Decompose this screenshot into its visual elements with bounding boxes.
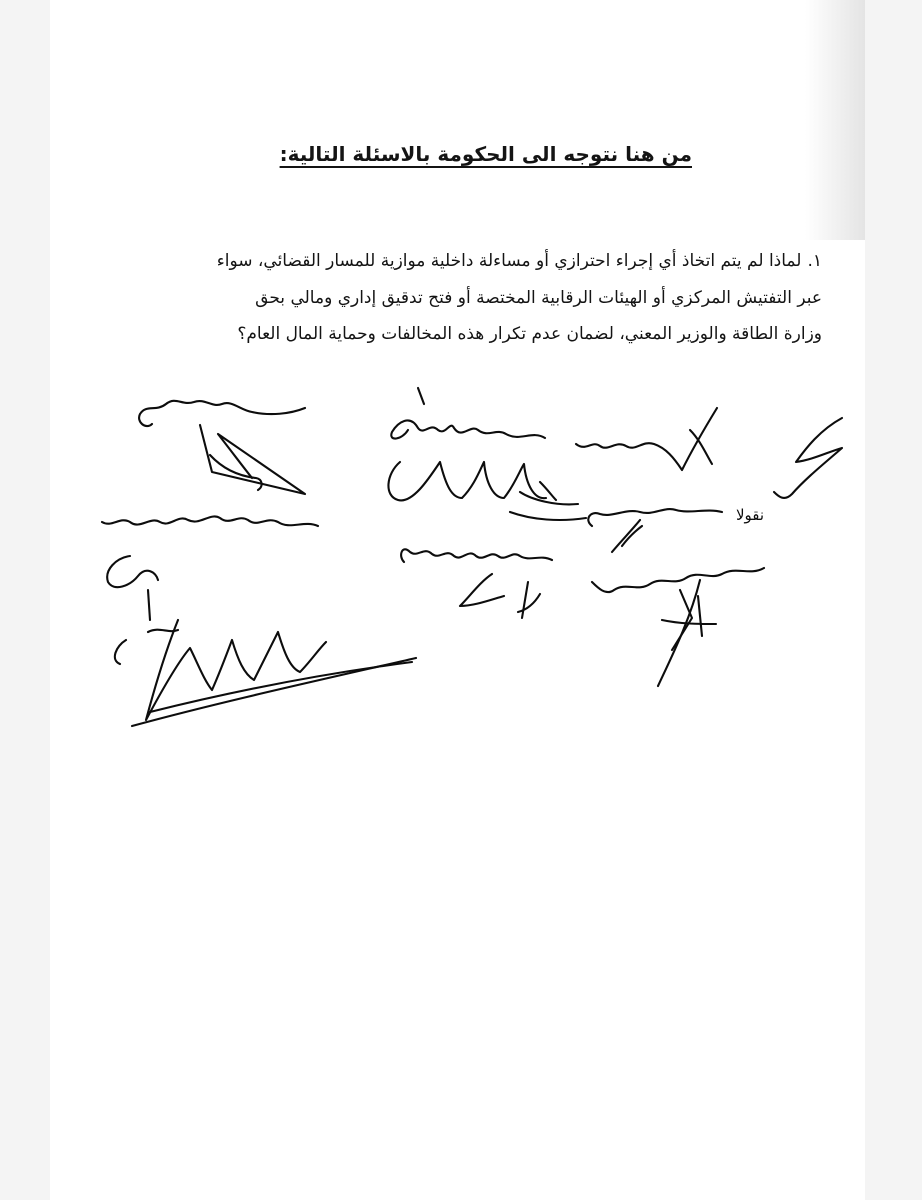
signature-sig-2 bbox=[388, 388, 586, 520]
question-number: ١. bbox=[807, 251, 822, 271]
signature-mark-right bbox=[774, 418, 842, 498]
signature-sig-8 bbox=[115, 620, 416, 726]
signature-sig-4 bbox=[588, 506, 764, 552]
question-text: لماذا لم يتم اتخاذ أي إجراء احترازي أو مساءلة داخلية موازية للمسار القضائي، سواء عبر التفتيش المركزي أو الهيئات الرقابية المختصة أو فتح تدقيق إداري ومالي بحق وزارة الطاقة والوزير المعني، لضمان عدم تكرار هذه المخالفات وحماية المال العام؟ bbox=[216, 251, 822, 344]
signature-sig-3 bbox=[576, 408, 717, 470]
svg-text:نقولا: نقولا bbox=[735, 506, 765, 524]
signature-sig-5 bbox=[102, 516, 318, 620]
signature-sig-6 bbox=[401, 549, 552, 618]
document-heading: من هنا نتوجه الى الحكومة بالاسئلة التالية: bbox=[279, 142, 692, 166]
signature-sig-7 bbox=[592, 568, 764, 686]
signature-sig-1 bbox=[139, 401, 305, 494]
